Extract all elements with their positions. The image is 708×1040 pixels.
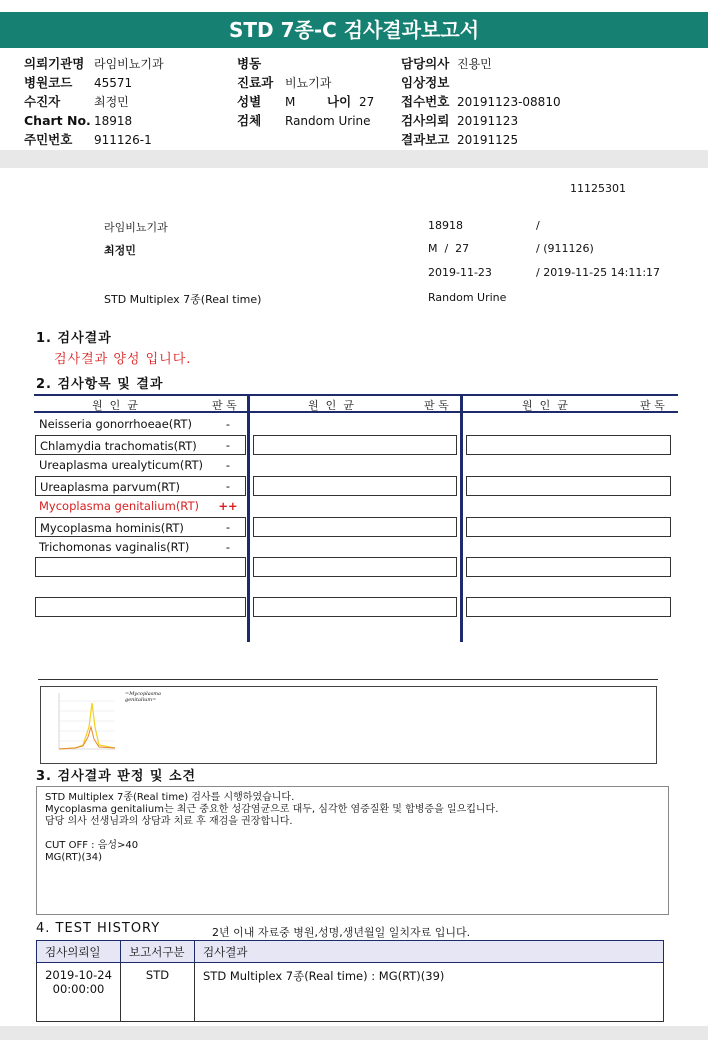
table-row [37,963,664,1022]
opinion-line: MG(RT)(34) [45,852,103,863]
pathogen-name-positive: Mycoplasma genitalium(RT) [39,499,199,513]
age-value: 27 [359,95,375,109]
patient-name: 최정민 [104,244,136,257]
col-pathogen-1: 원 인 균 [92,399,138,412]
header-divider [0,150,708,168]
pathogen-name: Mycoplasma hominis(RT) [35,517,246,537]
pathogen-name: Neisseria gonorrhoeae(RT) [39,417,192,431]
empty-cell [466,435,671,455]
history-type: STD [121,963,195,1022]
col-result-1: 판 독 [212,399,237,412]
hdr-value: 비뇨기과 [285,76,332,90]
opinion-line: Mycoplasma genitalium는 최근 중요한 성감염균으로 대두, 심각한 염증질환 및 합병증을 일으킵니다. [45,804,499,815]
history-header-row [37,941,664,963]
graph-legend: =Mycoplasma genitalium= [125,691,162,703]
test-name: STD Multiplex 7종(Real time) [104,293,262,306]
history-col-result: 검사결과 [195,941,664,963]
empty-cell [35,597,246,617]
history-time: 00:00:00 [52,982,105,996]
hdr-label: 성별 [237,94,262,109]
empty-cell [253,557,457,577]
chart-slash: / [536,219,540,232]
pathogen-result: - [225,540,231,554]
grid-top-border [34,394,678,396]
pathogen-name: Trichomonas vaginalis(RT) [39,540,190,554]
hdr-value: 최정민 [94,95,129,109]
hdr-value: 진용민 [457,57,492,71]
empty-cell [466,597,671,617]
grid-divider-1 [247,394,250,642]
history-date-cell [37,963,121,1022]
history-date: 2019-10-24 [45,968,112,982]
pathogen-name: Ureaplasma parvum(RT) [35,476,246,496]
hdr-value: 45571 [94,76,133,90]
section1-title: 1. 검사결과 [36,331,112,346]
hdr-value: 20191125 [457,133,519,147]
report-datetime: / 2019-11-25 14:11:17 [536,266,661,279]
hdr-label: 진료과 [237,75,274,90]
empty-cell [466,557,671,577]
chart-number: 18918 [428,219,463,232]
history-table [36,940,664,1022]
pathogen-name: Chlamydia trachomatis(RT) [35,435,246,455]
history-note: 2년 이내 자료중 병원,성명,생년월일 일치자료 입니다. [212,926,471,939]
pathogen-result: - [225,520,231,534]
hdr-value: 20191123-08810 [457,95,561,109]
history-col-type: 보고서구분 [121,941,195,963]
history-col-date: 검사의뢰일 [37,941,121,963]
pathogen-result-positive: ++ [218,499,238,513]
hdr-value: 20191123 [457,114,519,128]
section2-title: 2. 검사항목 및 결과 [36,377,164,392]
opinion-box [36,786,669,915]
hdr-label: 검사의뢰 [401,113,450,128]
col-result-2: 판 독 [424,399,449,412]
age-label: 나이 [327,94,352,109]
empty-cell [253,597,457,617]
header-col2 [237,54,374,130]
hdr-value: 18918 [94,114,133,128]
hdr-value: 911126-1 [94,133,152,147]
pathogen-result: - [225,458,231,472]
birth-date: / (911126) [536,242,594,255]
history-result: STD Multiplex 7종(Real time) : MG(RT)(39) [195,963,664,1022]
empty-cell [35,557,246,577]
amplification-graph-box [40,686,657,764]
opinion-line: STD Multiplex 7종(Real time) 검사를 시행하였습니다. [45,792,295,803]
hdr-value: M [285,95,296,109]
hdr-label: 임상정보 [401,75,450,90]
pathogen-name: Ureaplasma urealyticum(RT) [39,458,204,472]
hdr-label: 의뢰기관명 [24,56,85,71]
footer-bar [0,1026,708,1040]
empty-cell [466,476,671,496]
col-pathogen-3: 원 인 균 [522,399,568,412]
sex-age: M / 27 [428,242,470,255]
clinic-name: 라임비뇨기과 [104,221,168,234]
section3-title: 3. 검사결과 판정 및 소견 [36,769,197,784]
hdr-label: 접수번호 [401,94,450,109]
hdr-label: 수진자 [24,94,61,109]
hdr-label: 담당의사 [401,56,450,71]
pathogen-result: - [225,479,231,493]
hdr-label: 검체 [237,113,262,128]
empty-cell [253,476,457,496]
hdr-value: 라임비뇨기과 [94,57,164,71]
result-summary: 검사결과 양성 입니다. [54,352,192,367]
hdr-value: Random Urine [285,114,371,128]
opinion-line [45,828,660,840]
graph-top-line [38,679,658,680]
col-pathogen-2: 원 인 균 [308,399,354,412]
hdr-label: 병동 [237,56,262,71]
opinion-line: CUT OFF : 음성>40 [45,840,139,851]
specimen-type: Random Urine [428,291,507,304]
header-col3 [401,54,561,149]
hdr-label: Chart No. [24,113,91,128]
hdr-label: 주민번호 [24,132,73,147]
hdr-label: 병원코드 [24,75,73,90]
pathogen-result: - [225,417,231,431]
empty-cell [253,435,457,455]
section4-title: 4. TEST HISTORY [36,921,161,936]
header-col1 [24,54,164,149]
empty-cell [466,517,671,537]
opinion-line: 담당 의사 선생님과의 상담과 치료 후 재검을 권장합니다. [45,816,293,827]
receipt-date: 2019-11-23 [428,266,492,279]
report-title: STD 7종-C 검사결과보고서 [0,12,708,48]
col-result-3: 판 독 [640,399,665,412]
empty-cell [253,517,457,537]
doc-number: 11125301 [570,182,626,195]
pathogen-result: - [225,438,231,452]
hdr-label: 결과보고 [401,132,450,147]
grid-divider-2 [460,394,463,642]
